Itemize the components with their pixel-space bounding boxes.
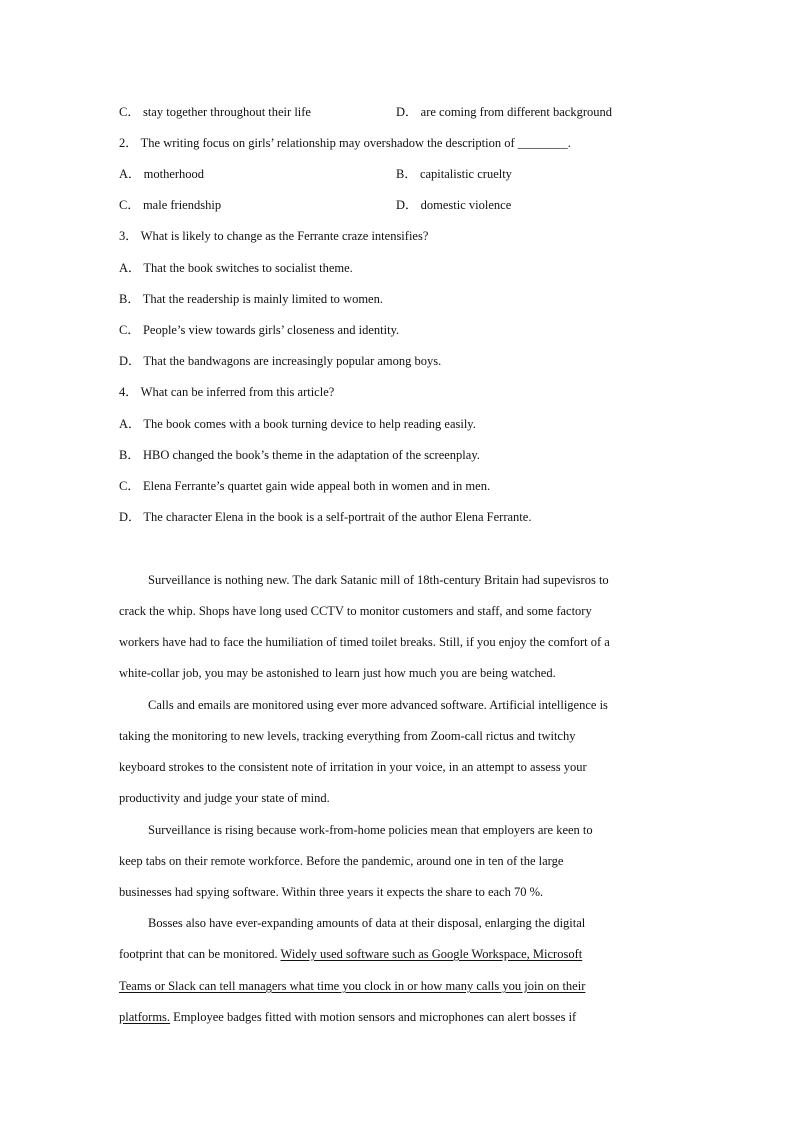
q3-stem: 3． What is likely to change as the Ferrante craze intensifies? [119, 229, 429, 243]
q2-option-a: A． motherhood [119, 167, 205, 181]
q1-option-d: D． are coming from different background [396, 105, 613, 119]
q3-option-b: B． That the readership is mainly limited to women. [119, 292, 383, 306]
underlined-passage-text: Teams or Slack can tell managers what time you clock in or how many calls you join on their [119, 979, 586, 993]
passage-p4-line [119, 946, 679, 962]
q2-stem: 2． The writing focus on girls’ relationship may overshadow the description of ________. [119, 136, 571, 150]
q4-option-c: C． Elena Ferrante’s quartet gain wide appeal both in women and in men. [119, 479, 491, 493]
q3-option-a: A． That the book switches to socialist theme. [119, 261, 353, 275]
passage-p3-line: Surveillance is rising because work-from-home policies mean that employers are keen to [148, 823, 593, 837]
q2-option-b: B． capitalistic cruelty [396, 167, 512, 181]
q1-option-c: C． stay together throughout their life [119, 105, 311, 119]
passage-p1-line: white-collar job, you may be astonished to learn just how much you are being watched. [119, 666, 556, 680]
q4-option-d: D． The character Elena in the book is a self-portrait of the author Elena Ferrante. [119, 510, 532, 524]
q3-option-c: C． People’s view towards girls’ closeness and identity. [119, 323, 400, 337]
passage-p3-line: businesses had spying software. Within three years it expects the share to each 70 %. [119, 885, 544, 899]
passage-p2-line: Calls and emails are monitored using ever more advanced software. Artificial intelligence is [148, 698, 608, 712]
passage-p1-line: workers have had to face the humiliation of timed toilet breaks. Still, if you enjoy the comfort of a [119, 635, 610, 649]
passage-p2-line: productivity and judge your state of mind. [119, 791, 330, 805]
passage-p1-line: Surveillance is nothing new. The dark Satanic mill of 18th-century Britain had supevisros to [148, 573, 609, 587]
passage-p1-line: crack the whip. Shops have long used CCTV to monitor customers and staff, and some factory [119, 604, 592, 618]
underlined-passage-text: platforms. [119, 1010, 171, 1024]
q4-option-b: B． HBO changed the book’s theme in the adaptation of the screenplay. [119, 448, 480, 462]
passage-p2-line: keyboard strokes to the consistent note of irritation in your voice, in an attempt to assess your [119, 760, 587, 774]
q2-option-d: D． domestic violence [396, 198, 512, 212]
q2-option-c: C． male friendship [119, 198, 222, 212]
passage-p4-line [119, 978, 679, 994]
passage-p4-text: footprint that can be monitored. [119, 947, 281, 961]
underlined-passage-text: Widely used software such as Google Workspace, Microsoft [280, 947, 583, 961]
passage-p4-line: Bosses also have ever-expanding amounts of data at their disposal, enlarging the digital [148, 916, 586, 930]
passage-p4-line [119, 1009, 679, 1025]
q4-stem: 4． What can be inferred from this article? [119, 385, 335, 399]
q3-option-d: D． That the bandwagons are increasingly popular among boys. [119, 354, 442, 368]
passage-p4-text: Employee badges fitted with motion sensors and microphones can alert bosses if [170, 1010, 577, 1024]
q4-option-a: A． The book comes with a book turning device to help reading easily. [119, 417, 476, 431]
passage-p3-line: keep tabs on their remote workforce. Before the pandemic, around one in ten of the large [119, 854, 564, 868]
passage-p2-line: taking the monitoring to new levels, tracking everything from Zoom-call rictus and twitchy [119, 729, 576, 743]
